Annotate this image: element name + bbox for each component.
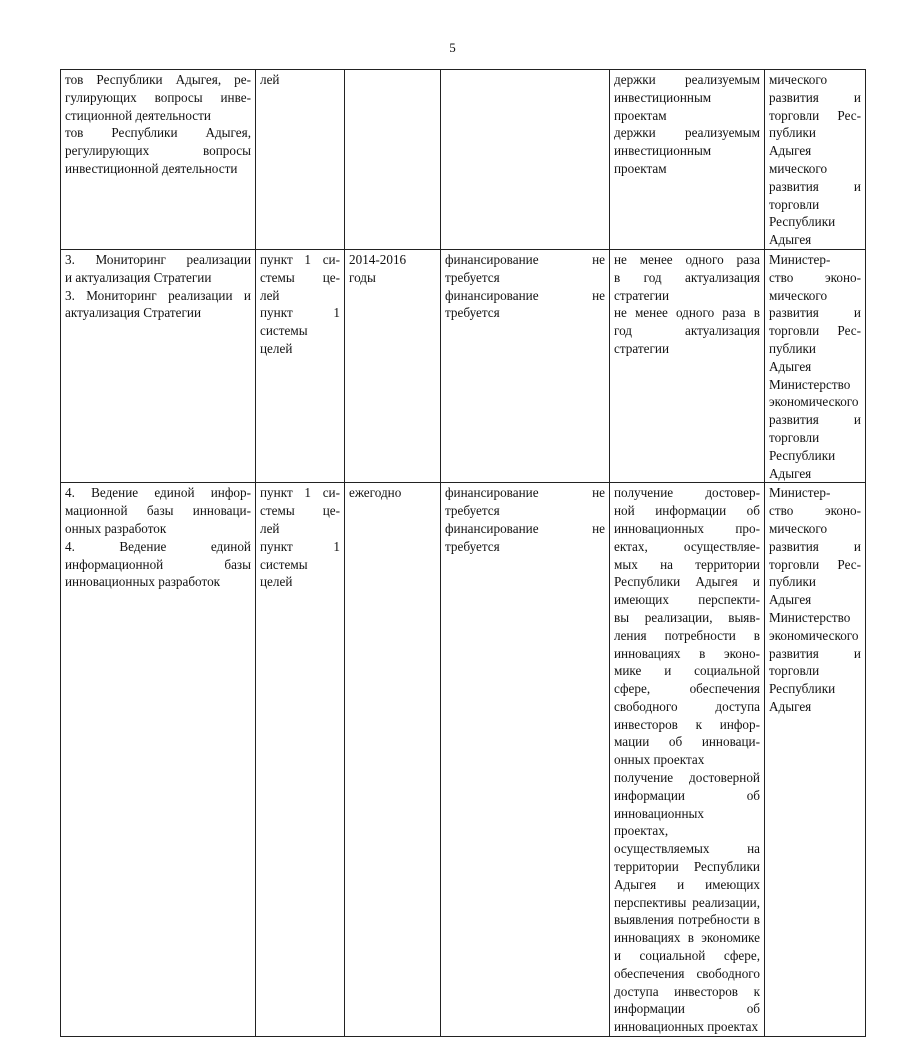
basis-cell: пункт 1 си- стемы це- лей пункт 1 системы целей (256, 249, 345, 482)
cell-canonical-text: пункт 1 системы целей (260, 538, 340, 590)
cell-canonical-text: Министерство экономического развития и торговли Республики Адыгея (769, 376, 861, 481)
result-cell: держки реализуемым инвестиционным проектам держки реализуемым инвестиционным проектам (610, 70, 765, 250)
cell-canonical-text: тов Республики Адыгея, регулирующих вопросы инвестиционной деятельности (65, 125, 251, 176)
table-row (61, 249, 866, 482)
result-cell: не менее одного раза в год актуализация стратегии не менее одного раза в год актуализация стратегии (610, 249, 765, 482)
basis-cell: лей (256, 70, 345, 250)
page-number: 5 (449, 40, 456, 55)
financing-cell: финансирование не требуется финансирование не требуется (441, 483, 610, 1037)
activity-cell: 4. Ведение единой инфор- мационной базы инноваци- онных разработок 4. Ведение единой информационной базы инновационных разработок (61, 483, 256, 1037)
result-cell: получение достовер- ной информации об инновационных про- ектах, осуществляе- мых на территории Республики Адыгея и имеющих перспекти- вы реализации, выяв- ления потребности в инновациях в эконо- мике и социальной сфере, обеспечения свободного доступа инвесторов к инфор- мации об инноваци- онных проектах получение достоверной информации об инновационных проектах, осуществляемых на территории Республики Адыгея и имеющих перспективы реализации, выявления потребности в инновациях в экономике и социальной сфере, обеспечения свободного доступа инвесторов к информации об инновационных проектах (610, 483, 765, 1037)
basis-cell: пункт 1 си- стемы це- лей пункт 1 системы целей (256, 483, 345, 1037)
responsible-cell: Министер- ство эконо- мического развития и торговли Рес- публики Адыгея Министерство экономического развития и торговли Республики Адыгея (765, 483, 866, 1037)
responsible-cell: мического развития и торговли Рес- публики Адыгея мического развития и торговли Республики Адыгея (765, 70, 866, 250)
cell-canonical-text: получение достоверной информации об инновационных проектах, осуществляемых на территории Республики Адыгея и имеющих перспективы реализации, выявления потребности в инновациях в экономике и социальной сфере, обеспечения свободного доступа инвесторов к информации об инновационных проектах (614, 770, 760, 1035)
cell-canonical-text: 3. Мониторинг реализации и актуализация Стратегии (65, 287, 251, 321)
cell-canonical-text: пункт 1 системы целей (260, 305, 340, 356)
table-row (61, 483, 866, 1037)
cell-canonical-text: финансирование не требуется (445, 520, 605, 554)
activity-cell: тов Республики Адыгея, ре- гулирующих вопросы инве- стиционной деятельности тов Республики Адыгея, регулирующих вопросы инвестиционной деятельности (61, 70, 256, 250)
cell-canonical-text: финансирование не требуется (445, 287, 605, 321)
cell-canonical-text: Министерство экономического развития и торговли Республики Адыгея (769, 609, 861, 714)
table-row (61, 70, 866, 250)
financing-cell (441, 70, 610, 250)
activities-table (60, 69, 866, 1037)
cell-canonical-text: 4. Ведение единой информационной базы инновационных разработок (65, 538, 251, 590)
cell-canonical-text: мического развития и торговли Республики Адыгея (769, 160, 861, 248)
period-cell (345, 70, 441, 250)
responsible-cell: Министер- ство эконо- мического развития и торговли Рес- публики Адыгея Министерство экономического развития и торговли Республики Адыгея (765, 249, 866, 482)
cell-canonical-text: не менее одного раза в год актуализация стратегии (614, 305, 760, 356)
period-cell: ежегодно (345, 483, 441, 1037)
cell-canonical-text: держки реализуемым инвестиционным проектам (614, 125, 760, 176)
activity-cell: 3. Мониторинг реализации и актуализация Стратегии 3. Мониторинг реализации и актуализация Стратегии (61, 249, 256, 482)
period-cell: 2014-2016 годы (345, 249, 441, 482)
financing-cell: финансирование не требуется финансирование не требуется (441, 249, 610, 482)
